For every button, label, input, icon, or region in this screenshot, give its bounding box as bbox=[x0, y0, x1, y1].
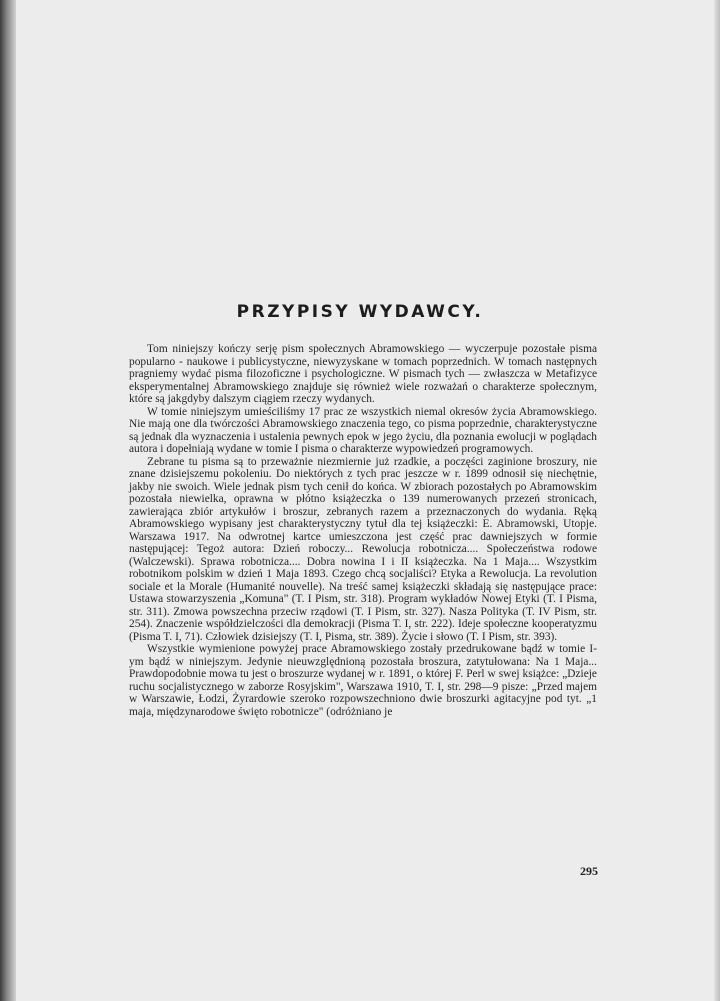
book-spine-shadow bbox=[0, 0, 16, 1001]
paragraph: Tom niniejszy kończy serję pism społecznych Abramowskiego — wyczerpuje pozostałe pisma popularno - naukowe i publicystyczne, niewyzyskane w tomach poprzednich. W tomach następnych pragniemy wydać pisma filozoficzne i psychologiczne. W pismach tych — zwłaszcza w Metafizyce eksperymentalnej Abramowskiego znajduje się również wiele rozważań o charakterze społecznym, które są jakgdyby dalszym ciągiem rzeczy wydanych. bbox=[129, 343, 597, 405]
body-text bbox=[129, 343, 597, 718]
paragraph: Zebrane tu pisma są to przeważnie niezmiernie już rzadkie, a poczęści zaginione broszury, nie znane dzisiejszemu pokoleniu. Do niektórych z tych prac jeszcze w r. 1899 odnosił się niechętnie, jakby nie swoich. Wiele jednak pism tych cenił do końca. W zbiorach pozostałych po Abramowskim pozostała niewielka, oprawna w płótno książeczka o 139 numerowanych przezeń stronicach, zawierająca zbiór artykułów i broszur, zebranych razem a przeznaczonych do wydania. Ręką Abramowskiego wypisany jest charakterystyczny tytuł dla tej książeczki: E. Abramowski, Utopje. Warszawa 1917. Na odwrotnej kartce umieszczona jest część prac dawniejszych w formie następującej: Tegoż autora: Dzień roboczy... Rewolucja robotnicza.... Społeczeństwa rodowe (Walczewski). Sprawa robotnicza.... Dobra nowina I i II książeczka. Na 1 Maja.... Wszystkim robotnikom polskim w dzień 1 Maja 1893. Czego chcą socjaliści? Etyka a Rewolucja. La revolution sociale et la Morale (Humanité nouvelle). Na treść samej książeczki składają się następujące prace: Ustawa stowarzyszenia „Komuna" (T. I Pism, str. 318). Program wykładów Nowej Etyki (T. I Pisma, str. 311). Zmowa powszechna przeciw rządowi (T. I Pism, str. 327). Nasza Polityka (T. IV Pism, str. 254). Znaczenie współdzielczości dla demokracji (Pisma T. I, str. 222). Ideje społeczne kooperatyzmu (Pisma T. I, 71). Człowiek dzisiejszy (T. I, Pisma, str. 389). Życie i słowo (T. I Pism, str. 393). bbox=[129, 455, 597, 643]
paragraph: W tomie niniejszym umieściliśmy 17 prac ze wszystkich niemal okresów życia Abramowskiego. Nie mają one dla twórczości Abramowskiego znaczenia tego, co pisma poprzednie, charakterystyczne są jednak dla wyznaczenia i ustalenia pewnych epok w jego życiu, dla poznania ewolucji w poglądach autora i dopełniają wydane w tomie I pisma o charakterze wypowiedzeń programowych. bbox=[129, 405, 597, 455]
paragraph: Wszystkie wymienione powyżej prace Abramowskiego zostały przedrukowane bądź w tomie I-ym bądź w niniejszym. Jedynie nieuwzględnioną pozostała broszura, zatytułowana: Na 1 Maja... Prawdopodobnie mowa tu jest o broszurze wydanej w r. 1891, o której F. Perl w swej książce: „Dzieje ruchu socjalistycznego w zaborze Rosyjskim", Warszawa 1910, T. I, str. 298—9 pisze: „Przed majem w Warszawie, Łodzi, Żyrardowie szeroko rozpowszechniono dwie broszurki agitacyjne pod tyt. „1 maja, międzynarodowe święto robotnicze" (odróżniano je bbox=[129, 643, 597, 718]
page-heading: PRZYPISY WYDAWCY. bbox=[236, 302, 484, 322]
page-number: 295 bbox=[580, 864, 598, 878]
page-edge bbox=[714, 0, 720, 1001]
